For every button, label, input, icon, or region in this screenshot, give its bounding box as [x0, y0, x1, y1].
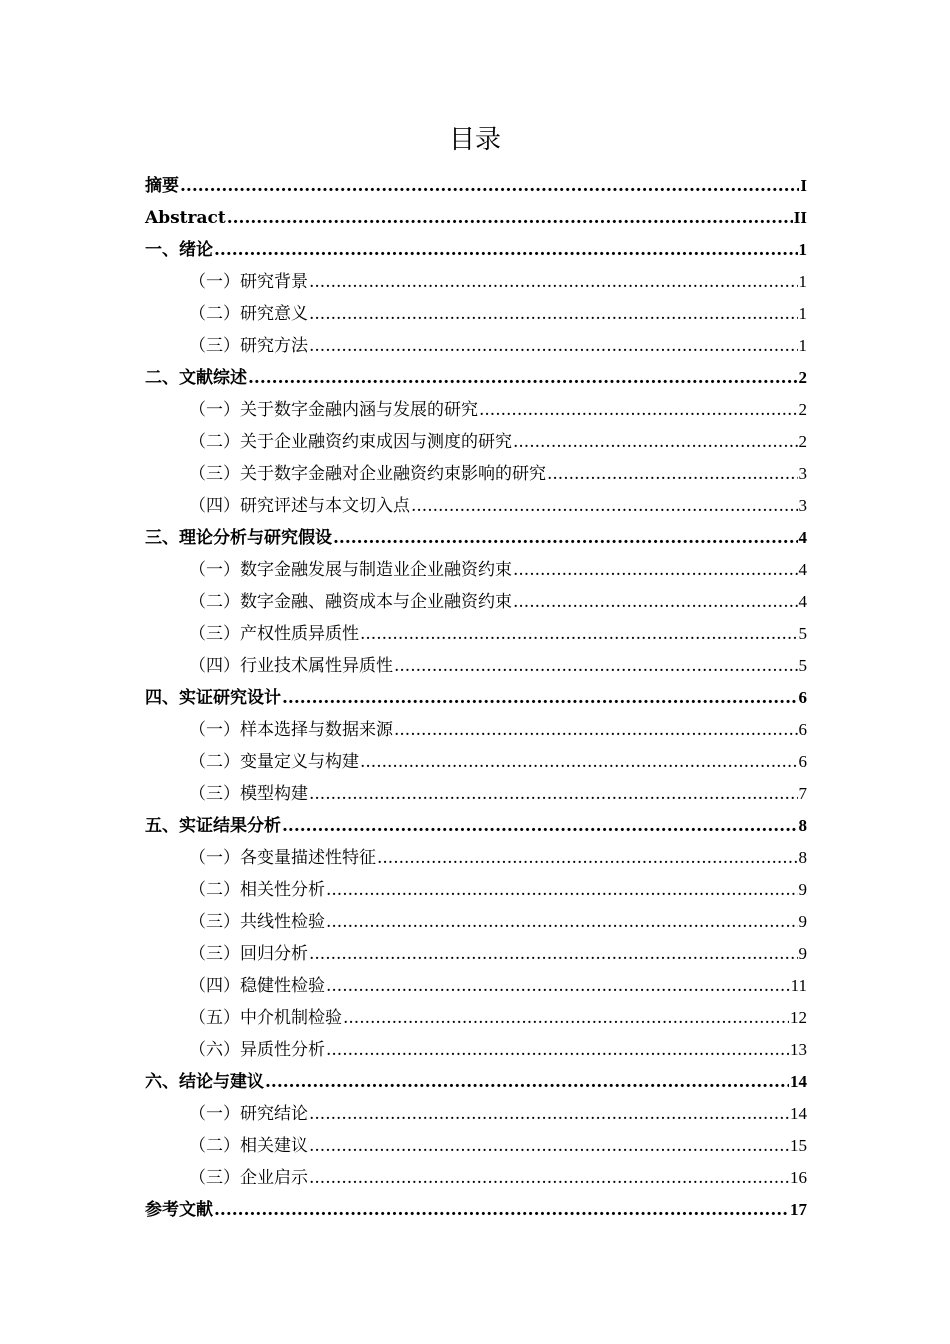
toc-entry-page-number: 1: [798, 272, 807, 291]
toc-entry-chapter[interactable]: [145, 362, 807, 394]
toc-entry-section[interactable]: [145, 1162, 807, 1194]
toc-dot-leader: [326, 874, 798, 906]
toc-entry-label: （四）研究评述与本文切入点: [189, 496, 410, 516]
toc-entry-label: （二）相关建议: [189, 1136, 308, 1156]
toc-entry-page-number: 1: [798, 240, 807, 259]
toc-entry-page-number: 9: [798, 880, 807, 899]
toc-dot-leader: [377, 842, 798, 874]
toc-entry-page-number: II: [793, 208, 807, 227]
toc-title: 目录: [448, 125, 501, 155]
toc-entry-page-number: 3: [798, 464, 807, 483]
toc-entry-section[interactable]: [145, 842, 807, 874]
toc-dot-leader: [326, 970, 790, 1002]
toc-entry-section[interactable]: [145, 426, 807, 458]
toc-entry-page-number: 9: [798, 912, 807, 931]
toc-entry-label: （四）稳健性检验: [189, 976, 325, 996]
toc-entry-page-number: 14: [790, 1104, 807, 1123]
toc-dot-leader: [309, 938, 798, 970]
toc-dot-leader: [248, 362, 798, 394]
toc-entry-chapter[interactable]: [145, 202, 807, 234]
toc-entry-chapter[interactable]: [145, 170, 807, 202]
toc-entry-label: （三）研究方法: [189, 336, 308, 356]
toc-entry-page-number: 4: [798, 592, 807, 611]
toc-entry-page-number: 17: [790, 1200, 807, 1219]
toc-entry-section[interactable]: [145, 554, 807, 586]
toc-dot-leader: [513, 554, 798, 586]
toc-entry-page-number: 13: [790, 1040, 807, 1059]
toc-list: [145, 170, 807, 1226]
toc-entry-label: 六、结论与建议: [145, 1072, 264, 1092]
toc-entry-label: （三）模型构建: [189, 784, 308, 804]
toc-entry-label: （一）样本选择与数据来源: [189, 720, 393, 740]
toc-dot-leader: [282, 682, 798, 714]
toc-entry-page-number: 6: [798, 688, 807, 707]
toc-entry-label: 四、实证研究设计: [145, 688, 281, 708]
toc-dot-leader: [309, 266, 798, 298]
toc-entry-label: （一）研究背景: [189, 272, 308, 292]
toc-entry-page-number: 1: [798, 336, 807, 355]
toc-dot-leader: [326, 906, 798, 938]
toc-entry-page-number: 5: [798, 656, 807, 675]
toc-entry-section[interactable]: [145, 586, 807, 618]
toc-dot-leader: [479, 394, 798, 426]
toc-entry-label: （三）企业启示: [189, 1168, 308, 1188]
toc-dot-leader: [513, 426, 798, 458]
toc-entry-label: （三）回归分析: [189, 944, 308, 964]
toc-entry-label: （三）产权性质异质性: [189, 624, 359, 644]
toc-entry-section[interactable]: [145, 394, 807, 426]
toc-dot-leader: [360, 618, 798, 650]
toc-entry-page-number: 14: [790, 1072, 807, 1091]
toc-entry-label: （三）关于数字金融对企业融资约束影响的研究: [189, 464, 546, 484]
toc-dot-leader: [513, 586, 798, 618]
toc-entry-label: （四）行业技术属性异质性: [189, 656, 393, 676]
toc-dot-leader: [343, 1002, 789, 1034]
toc-dot-leader: [265, 1066, 789, 1098]
toc-dot-leader: [411, 490, 798, 522]
toc-dot-leader: [282, 810, 798, 842]
toc-entry-label: （二）关于企业融资约束成因与测度的研究: [189, 432, 512, 452]
toc-entry-label: （二）变量定义与构建: [189, 752, 359, 772]
toc-entry-section[interactable]: [145, 938, 807, 970]
toc-dot-leader: [326, 1034, 789, 1066]
toc-entry-section[interactable]: [145, 266, 807, 298]
toc-entry-section[interactable]: [145, 618, 807, 650]
toc-dot-leader: [360, 746, 798, 778]
toc-entry-page-number: 3: [798, 496, 807, 515]
toc-entry-page-number: 12: [790, 1008, 807, 1027]
toc-entry-chapter[interactable]: [145, 522, 807, 554]
toc-entry-label: （二）数字金融、融资成本与企业融资约束: [189, 592, 512, 612]
toc-entry-chapter[interactable]: [145, 1066, 807, 1098]
toc-entry-label: （六）异质性分析: [189, 1040, 325, 1060]
toc-entry-section[interactable]: [145, 1034, 807, 1066]
toc-entry-page-number: 9: [798, 944, 807, 963]
toc-entry-section[interactable]: [145, 906, 807, 938]
toc-entry-section[interactable]: [145, 650, 807, 682]
toc-entry-label: （一）研究结论: [189, 1104, 308, 1124]
toc-entry-page-number: 8: [798, 848, 807, 867]
toc-entry-label: 五、实证结果分析: [145, 816, 281, 836]
toc-entry-label: 二、文献综述: [145, 368, 247, 388]
toc-entry-chapter[interactable]: [145, 682, 807, 714]
toc-entry-label: （二）研究意义: [189, 304, 308, 324]
toc-entry-label: （一）数字金融发展与制造业企业融资约束: [189, 560, 512, 580]
toc-entry-label: （一）关于数字金融内涵与发展的研究: [189, 400, 478, 420]
toc-dot-leader: [333, 522, 798, 554]
toc-entry-section[interactable]: [145, 1002, 807, 1034]
toc-dot-leader: [180, 170, 799, 202]
toc-dot-leader: [394, 714, 798, 746]
toc-entry-label: （三）共线性检验: [189, 912, 325, 932]
toc-entry-page-number: 6: [798, 720, 807, 739]
toc-entry-section[interactable]: [145, 970, 807, 1002]
toc-entry-page-number: 7: [798, 784, 807, 803]
toc-dot-leader: [309, 1098, 789, 1130]
toc-dot-leader: [227, 202, 793, 234]
toc-dot-leader: [547, 458, 798, 490]
toc-entry-chapter[interactable]: [145, 1194, 807, 1226]
toc-entry-section[interactable]: [145, 458, 807, 490]
toc-entry-page-number: 4: [798, 560, 807, 579]
toc-entry-chapter[interactable]: [145, 234, 807, 266]
toc-entry-section[interactable]: [145, 298, 807, 330]
toc-entry-page-number: 8: [798, 816, 807, 835]
toc-entry-section[interactable]: [145, 330, 807, 362]
toc-entry-page-number: 2: [798, 400, 807, 419]
toc-entry-label: （五）中介机制检验: [189, 1008, 342, 1028]
toc-entry-section[interactable]: [145, 1130, 807, 1162]
toc-entry-page-number: 15: [790, 1136, 807, 1155]
toc-entry-page-number: 6: [798, 752, 807, 771]
toc-entry-section[interactable]: [145, 490, 807, 522]
toc-entry-chapter[interactable]: [145, 810, 807, 842]
toc-dot-leader: [309, 778, 798, 810]
toc-entry-section[interactable]: [145, 1098, 807, 1130]
toc-entry-label: （二）相关性分析: [189, 880, 325, 900]
toc-dot-leader: [394, 650, 798, 682]
toc-dot-leader: [214, 234, 798, 266]
toc-entry-label: Abstract: [145, 208, 226, 228]
toc-entry-label: 参考文献: [145, 1200, 213, 1220]
toc-entry-label: 一、绪论: [145, 240, 213, 260]
toc-entry-page-number: 16: [790, 1168, 807, 1187]
toc-entry-label: （一）各变量描述性特征: [189, 848, 376, 868]
toc-entry-page-number: 4: [798, 528, 807, 547]
toc-entry-page-number: 5: [798, 624, 807, 643]
toc-entry-page-number: 2: [798, 368, 807, 387]
toc-entry-page-number: 11: [790, 976, 807, 995]
toc-dot-leader: [309, 1162, 789, 1194]
toc-entry-page-number: I: [800, 176, 807, 195]
toc-entry-section[interactable]: [145, 714, 807, 746]
toc-dot-leader: [309, 330, 798, 362]
toc-dot-leader: [309, 298, 798, 330]
toc-dot-leader: [214, 1194, 789, 1226]
toc-entry-label: 三、理论分析与研究假设: [145, 528, 332, 548]
toc-entry-section[interactable]: [145, 874, 807, 906]
toc-dot-leader: [309, 1130, 789, 1162]
toc-entry-page-number: 1: [798, 304, 807, 323]
toc-entry-label: 摘要: [145, 176, 179, 196]
toc-entry-page-number: 2: [798, 432, 807, 451]
toc-entry-section[interactable]: [145, 746, 807, 778]
toc-entry-section[interactable]: [145, 778, 807, 810]
